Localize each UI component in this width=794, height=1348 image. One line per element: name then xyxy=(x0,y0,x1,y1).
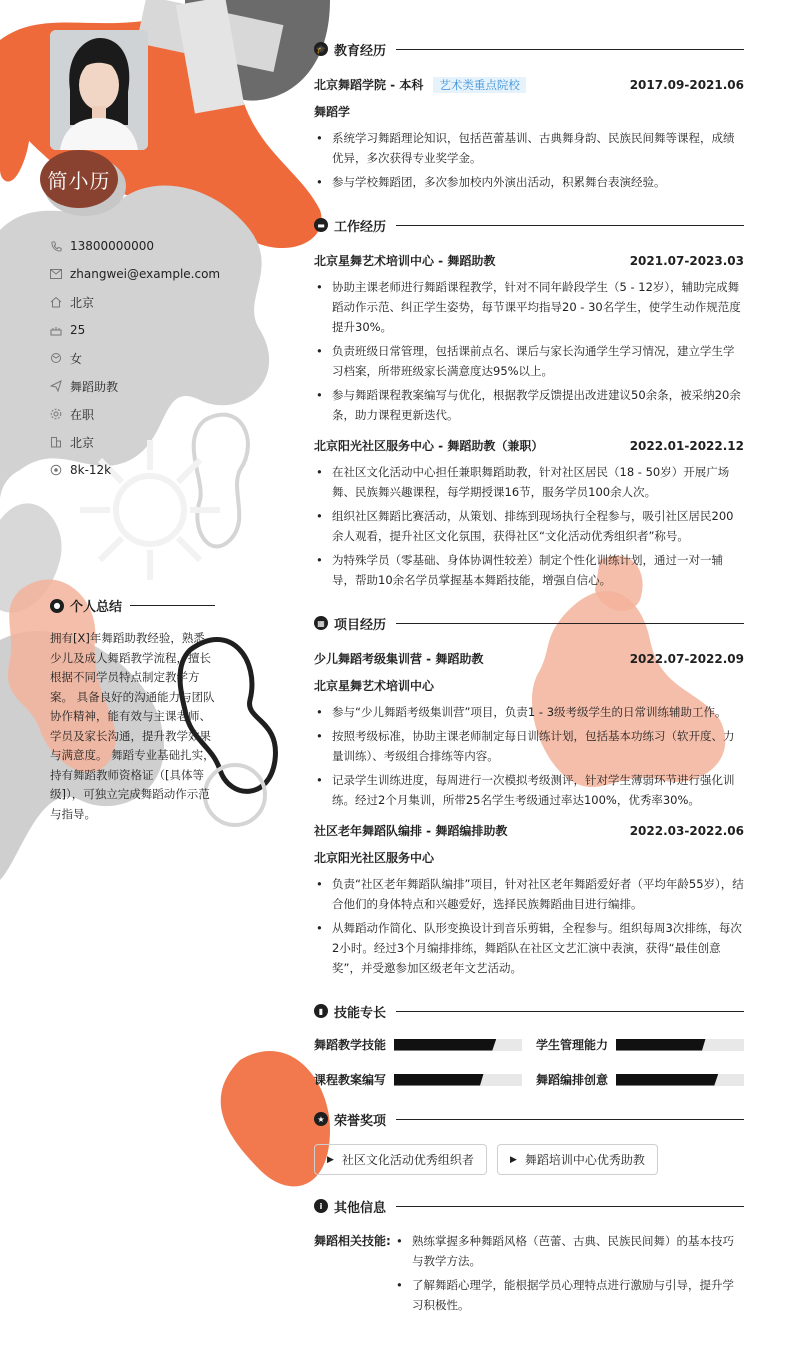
list-item: • 参与学校舞蹈团，多次参加校内外演出活动，积累舞台表演经验。 xyxy=(314,172,744,192)
skills-grid xyxy=(314,1036,744,1088)
honors-title xyxy=(314,1108,744,1130)
contact-status xyxy=(50,400,260,428)
grid-icon: ▦ xyxy=(314,616,328,630)
skill-item xyxy=(314,1071,522,1088)
work-section xyxy=(314,214,744,590)
skill-label: 课程教案编写 xyxy=(314,1073,387,1087)
project-name: 社区老年舞蹈队编排 - 舞蹈编排助教 xyxy=(314,824,508,838)
contact-city xyxy=(50,428,260,456)
full-name: 简小历 xyxy=(47,168,111,193)
skill-item xyxy=(536,1036,744,1053)
projects-section xyxy=(314,612,744,978)
summary-section xyxy=(50,596,215,824)
gender-icon xyxy=(50,352,62,364)
award-icon: ★ xyxy=(314,1112,328,1126)
other-title xyxy=(314,1195,744,1217)
other-divider xyxy=(396,1206,744,1207)
other-title-text: 其他信息 xyxy=(334,1200,387,1216)
project-entry-head xyxy=(314,650,744,667)
work-title xyxy=(314,214,744,236)
skills-section xyxy=(314,1000,744,1088)
salary-icon xyxy=(50,464,62,476)
list-item: • 从舞蹈动作简化、队形变换设计到音乐剪辑，全程参与。组织每周3次排练，每次2小时。经过3个月编排排练，舞蹈队在社区文艺汇演中表演，获得“最佳创意奖”，并受邀参加区级老年文艺活动。 xyxy=(314,918,744,978)
work-org: 北京阳光社区服务中心 - 舞蹈助教（兼职） xyxy=(314,439,544,453)
list-item: • 负责“社区老年舞蹈队编排”项目，针对社区老年舞蹈爱好者（平均年龄55岁），结合他们的身体特点和兴趣爱好，选择民族舞蹈曲目进行编排。 xyxy=(314,874,744,914)
home-icon xyxy=(50,296,62,308)
award-list xyxy=(314,1144,744,1175)
salary-value: 8k-12k xyxy=(70,463,112,477)
age-icon xyxy=(50,324,62,336)
honors-title-text: 荣誉奖项 xyxy=(334,1113,387,1129)
project-date: 2022.03-2022.06 xyxy=(629,823,744,838)
other-bullets xyxy=(394,1231,744,1319)
work-date: 2021.07-2023.03 xyxy=(629,253,744,268)
skill-bar xyxy=(616,1074,744,1086)
briefcase-icon: ▬ xyxy=(314,218,328,232)
phone-icon xyxy=(50,240,62,252)
work-title-text: 工作经历 xyxy=(334,219,387,235)
age-value: 25 xyxy=(70,323,86,337)
skill-bar-fill xyxy=(616,1039,706,1051)
summary-title xyxy=(50,596,215,615)
job-value: 舞蹈助教 xyxy=(70,379,119,394)
contact-phone xyxy=(50,232,260,260)
education-section xyxy=(314,38,744,192)
sidebar xyxy=(0,0,270,1348)
city-value: 北京 xyxy=(70,435,95,450)
contact-email xyxy=(50,260,260,288)
profile-photo xyxy=(50,30,148,150)
skill-label: 舞蹈编排创意 xyxy=(536,1073,609,1087)
other-section xyxy=(314,1195,744,1319)
list-item: • 参与舞蹈课程教案编写与优化，根据教学反馈提出改进建议50余条，被采纳20余条，助力课程更新迭代。 xyxy=(314,385,744,425)
contact-list xyxy=(50,232,260,484)
project-org: 北京星舞艺术培训中心 xyxy=(314,679,435,693)
info-icon: i xyxy=(314,1199,328,1213)
graduation-cap-icon: 🎓 xyxy=(314,42,328,56)
list-item: • 为特殊学员（零基础、身体协调性较差）制定个性化训练计划，通过一对一辅导，帮助10余名学员掌握基本舞蹈技能，增强自信心。 xyxy=(314,550,744,590)
education-entry-head xyxy=(314,76,744,93)
project-org: 北京阳光社区服务中心 xyxy=(314,851,435,865)
award-chip xyxy=(497,1144,658,1175)
skill-bar xyxy=(394,1039,522,1051)
projects-divider xyxy=(396,623,744,624)
project-bullets xyxy=(314,874,744,978)
skill-item xyxy=(536,1071,744,1088)
skills-title xyxy=(314,1000,744,1022)
list-item: • 记录学生训练进度，每周进行一次模拟考级测评，针对学生薄弱环节进行强化训练。经过2个月集训，所带25名学生考级通过率达100%，优秀率30%。 xyxy=(314,770,744,810)
list-item: • 在社区文化活动中心担任兼职舞蹈助教，针对社区居民（18 - 50岁）开展广场舞、民族舞兴趣课程，每学期授课16节，服务学员100余人次。 xyxy=(314,462,744,502)
work-date: 2022.01-2022.12 xyxy=(629,438,744,453)
project-bullets xyxy=(314,702,744,810)
contact-salary xyxy=(50,456,260,484)
play-icon: ▶ xyxy=(327,1154,334,1165)
school-name: 北京舞蹈学院 - 本科 xyxy=(314,78,424,92)
list-item: • 负责班级日常管理，包括课前点名、课后与家长沟通学生学习情况，建立学生学习档案，所带班级家长满意度达95%以上。 xyxy=(314,341,744,381)
education-title-text: 教育经历 xyxy=(334,43,387,59)
job-icon xyxy=(50,380,62,392)
major: 舞蹈学 xyxy=(314,105,351,119)
award-label: 舞蹈培训中心优秀助教 xyxy=(524,1153,645,1167)
work-entry-head xyxy=(314,252,744,269)
mail-icon xyxy=(50,268,62,280)
summary-text: 拥有[X]年舞蹈助教经验，熟悉少儿及成人舞蹈教学流程，擅长根据不同学员特点制定教学方案。 具备良好的沟通能力与团队协作精神，能有效与主课老师、学员及家长沟通，提升教学效果与满意度。 舞蹈专业基础扎实，持有舞蹈教师资格证（[具体等级]），可独立完成舞蹈动作示范与指导。 xyxy=(50,631,215,821)
list-item: • 组织社区舞蹈比赛活动，从策划、排练到现场执行全程参与，吸引社区居民200余人观看，提升社区文化氛围，获得社区“文化活动优秀组织者”称号。 xyxy=(314,506,744,546)
contact-job xyxy=(50,372,260,400)
list-item: • 参与“少儿舞蹈考级集训营”项目，负责1 - 3级考级学生的日常训练辅助工作。 xyxy=(314,702,744,722)
main-content xyxy=(314,38,744,1319)
projects-title xyxy=(314,612,744,634)
skills-title-text: 技能专长 xyxy=(334,1005,387,1021)
work-bullets xyxy=(314,277,744,425)
work-bullets xyxy=(314,462,744,590)
project-name: 少儿舞蹈考级集训营 - 舞蹈助教 xyxy=(314,652,484,666)
skills-divider xyxy=(396,1011,744,1012)
honors-divider xyxy=(396,1119,744,1120)
summary-divider xyxy=(130,605,215,606)
location-value: 北京 xyxy=(70,295,95,310)
skill-bar-fill xyxy=(394,1039,496,1051)
contact-age xyxy=(50,316,260,344)
bar-chart-icon: ▮ xyxy=(314,1004,328,1018)
phone-value: 13800000000 xyxy=(70,239,154,253)
email-value: zhangwei@example.com xyxy=(70,267,221,281)
other-label: 舞蹈相关技能: xyxy=(314,1234,391,1248)
projects-title-text: 项目经历 xyxy=(334,617,387,633)
skill-label: 学生管理能力 xyxy=(536,1038,609,1052)
list-item: • 协助主课老师进行舞蹈课程教学，针对不同年龄段学生（5 - 12岁），辅助完成舞蹈动作示范、纠正学生姿势，每节课平均指导20 - 30名学生，使学生动作规范度提升30%。 xyxy=(314,277,744,337)
list-item: • 了解舞蹈心理学，能根据学员心理特点进行激励与引导，提升学习积极性。 xyxy=(394,1275,744,1315)
honors-section xyxy=(314,1108,744,1175)
contact-gender xyxy=(50,344,260,372)
education-date: 2017.09-2021.06 xyxy=(629,77,744,92)
city-icon xyxy=(50,436,62,448)
work-org: 北京星舞艺术培训中心 - 舞蹈助教 xyxy=(314,254,496,268)
list-item: • 熟练掌握多种舞蹈风格（芭蕾、古典、民族民间舞）的基本技巧与教学方法。 xyxy=(394,1231,744,1271)
summary-title-text: 个人总结 xyxy=(70,600,123,615)
skill-bar-fill xyxy=(394,1074,484,1086)
portrait-photo-icon xyxy=(50,30,148,150)
award-label: 社区文化活动优秀组织者 xyxy=(341,1153,474,1167)
skill-label: 舞蹈教学技能 xyxy=(314,1038,387,1052)
name-badge xyxy=(40,150,118,208)
skill-bar xyxy=(616,1039,744,1051)
contact-location xyxy=(50,288,260,316)
gender-value: 女 xyxy=(70,351,83,366)
list-item: • 系统学习舞蹈理论知识，包括芭蕾基训、古典舞身韵、民族民间舞等课程，成绩优异，多次获得专业奖学金。 xyxy=(314,128,744,168)
work-divider xyxy=(396,225,744,226)
skill-bar-fill xyxy=(616,1074,718,1086)
user-icon: ● xyxy=(50,599,64,613)
work-entry-head xyxy=(314,437,744,454)
school-tag: 艺术类重点院校 xyxy=(433,77,526,93)
education-bullets xyxy=(314,128,744,192)
project-entry-head xyxy=(314,822,744,839)
list-item: • 按照考级标准，协助主课老师制定每日训练计划，包括基本功练习（软开度、力量训练）、考级组合排练等内容。 xyxy=(314,726,744,766)
play-icon: ▶ xyxy=(509,1154,517,1165)
other-row xyxy=(314,1231,744,1319)
education-title xyxy=(314,38,744,60)
skill-item xyxy=(314,1036,522,1053)
project-date: 2022.07-2022.09 xyxy=(629,651,744,666)
skill-bar xyxy=(394,1074,522,1086)
education-divider xyxy=(396,49,744,50)
award-chip xyxy=(314,1144,487,1175)
status-value: 在职 xyxy=(70,407,95,422)
status-icon xyxy=(50,408,62,420)
